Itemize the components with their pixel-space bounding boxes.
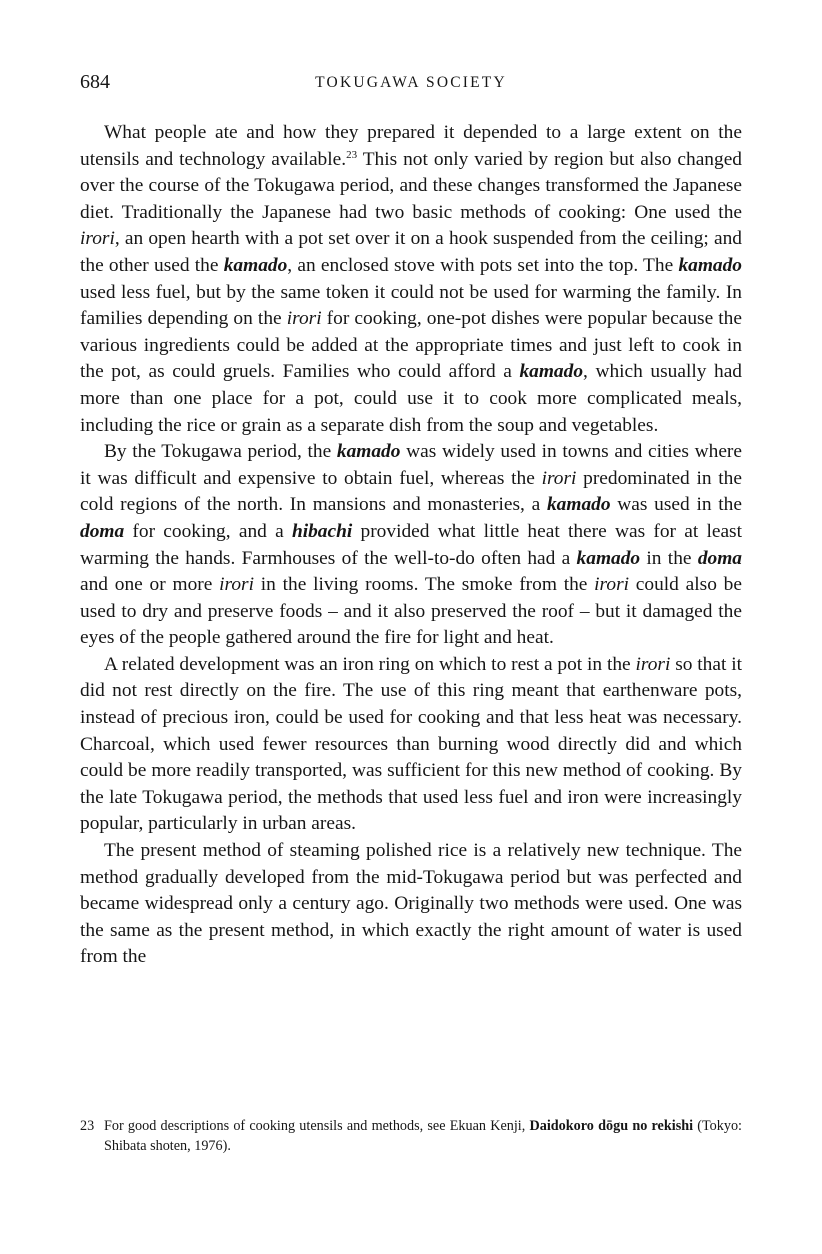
text-run: so that it did not rest directly on the fire. The use of this ring meant that earthenware pots, instead of precious iron, could be used for cooking and that less heat was necessary. Charcoal, which used fewer resources than burning wood directly did and which could be more readily transported, was sufficient for this new method of cooking. By the late Tokugawa period, the methods that used less fuel and iron were increasingly popular, particularly in urban areas. (80, 653, 742, 835)
japanese-term: kamado (546, 494, 611, 516)
japanese-term: kamado (336, 441, 401, 463)
page-number: 684 (80, 71, 110, 93)
japanese-term: irori (594, 574, 630, 596)
body-text (80, 120, 742, 971)
text-run: predominated in the cold regions of the north. In mansions and monasteries, a (80, 467, 742, 516)
japanese-term: kamado (519, 361, 584, 383)
text-run: For good descriptions of cooking utensils and methods, see Ekuan Kenji, (104, 1118, 530, 1134)
footnote-ref: 23 (346, 148, 358, 161)
text-run: (Tokyo: Shibata shoten, 1976). (104, 1118, 742, 1154)
text-run: , which usually had more than one place for a pot, could use it to cook more complicated meals, including the rice or grain as a separate dish from the soup and vegetables. (80, 361, 742, 436)
text-run: provided what little heat there was for at least warming the hands. Farmhouses of the well-to-do often had a (80, 520, 742, 569)
paragraph (80, 652, 742, 838)
japanese-term: doma (80, 520, 125, 542)
text-run: was widely used in towns and cities where it was difficult and expensive to obtain fuel, whereas the (80, 441, 742, 489)
text-run: in the living rooms. The smoke from the (253, 574, 595, 596)
page-header (80, 71, 742, 97)
japanese-term: irori (541, 467, 577, 489)
footnote (80, 1116, 742, 1156)
japanese-term: irori (635, 653, 671, 675)
text-run: could also be used to dry and preserve foods – and it also preserved the roof – but it damaged the eyes of the people gathered around the fire for light and heat. (80, 574, 742, 649)
text-run: The present method of steaming polished rice is a relatively new technique. The method gradually developed from the mid-Tokugawa period but was perfected and became widespread only a century ago. Originally two methods were used. One was the same as the present method, in which exactly the right amount of water is used from the (80, 840, 742, 968)
japanese-term: Daidokoro dōgu no rekishi (529, 1118, 694, 1134)
text-run: This not only varied by region but also changed over the course of the Tokugawa period, and these changes transformed the Japanese diet. Traditionally the Japanese had two basic methods of cooking: One used the (80, 148, 743, 223)
japanese-term: irori (219, 574, 254, 596)
text-run: What people ate and how they prepared it depended to a large extent on the utensils and technology available. (80, 122, 742, 170)
footnote-text (104, 1118, 742, 1154)
japanese-term: kamado (678, 254, 742, 276)
text-run: A related development was an iron ring on which to rest a pot in the (104, 653, 636, 675)
text-run: , an enclosed stove with pots set into the top. The (287, 254, 679, 276)
japanese-term: irori (80, 228, 115, 250)
japanese-term: kamado (576, 547, 641, 569)
text-run: used less fuel, but by the same token it could not be used for warming the family. In families depending on the (80, 281, 742, 330)
text-run: , an open hearth with a pot set over it on a hook suspended from the ceiling; and the other used the (80, 228, 742, 276)
text-run: in the (640, 547, 698, 569)
paragraph (80, 120, 742, 439)
text-run: for cooking, and a (124, 520, 292, 542)
footnote-marker: 23 (80, 1118, 95, 1134)
text-run: for cooking, one-pot dishes were popular because the various ingredients could be added at the appropriate times and just left to cook in the pot, as could gruels. Families who could afford a (80, 308, 742, 383)
japanese-term: kamado (223, 254, 288, 276)
text-run: and one or more (80, 574, 220, 596)
japanese-term: doma (697, 547, 742, 569)
text-run: was used in the (610, 494, 742, 516)
paragraph (80, 439, 742, 652)
running-head: TOKUGAWA SOCIETY (315, 74, 507, 91)
japanese-term: hibachi (291, 520, 353, 542)
paragraph (80, 838, 742, 971)
japanese-term: irori (286, 308, 322, 330)
text-run: By the Tokugawa period, the (104, 441, 337, 463)
